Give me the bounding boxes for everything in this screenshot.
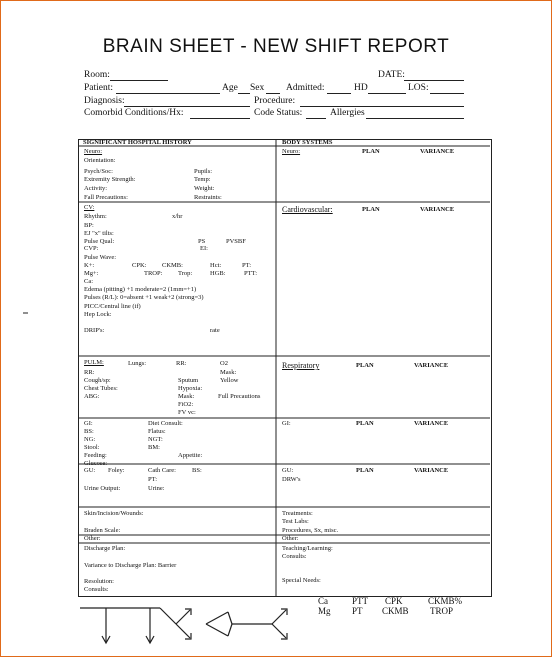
gu-bs-label: BS: bbox=[192, 467, 202, 474]
gi-label: GI: bbox=[84, 420, 93, 427]
gi-system-label: GI: bbox=[282, 420, 291, 427]
hypoxia-label: Hypoxia: bbox=[178, 385, 203, 392]
cough-label: Cough/sp: bbox=[84, 377, 111, 384]
feeding-label: Feeding: bbox=[84, 452, 107, 459]
resp-variance-label: VARIANCE bbox=[414, 362, 449, 369]
code-status-label: Code Status: bbox=[254, 108, 303, 118]
neuro-plan-label: PLAN bbox=[362, 148, 380, 155]
left-consults-label: Consults: bbox=[84, 586, 109, 593]
special-needs-label: Special Needs: bbox=[282, 577, 321, 584]
yellow-label: Yellow bbox=[220, 377, 239, 384]
hospital-history-header: SIGNIFICANT HOSPITAL HISTORY bbox=[83, 139, 192, 146]
cpk-label: CPK: bbox=[132, 262, 147, 269]
full-precautions-label: Full Precautions bbox=[218, 393, 261, 400]
right-other-label: Other: bbox=[282, 535, 299, 542]
picc-label: PICC/Central line (if) bbox=[84, 303, 141, 310]
ei-label: EI: bbox=[200, 245, 208, 252]
page-title: BRAIN SHEET - NEW SHIFT REPORT bbox=[102, 36, 450, 57]
date-label: DATE: bbox=[378, 70, 405, 80]
skin-label: Skin/Incision/Wounds: bbox=[84, 510, 144, 517]
ej-label: EJ "x" tilts: bbox=[84, 230, 114, 237]
gu-label: GU: bbox=[84, 467, 96, 474]
cardiovascular-label: Cardiovascular: bbox=[282, 205, 333, 214]
ptt-label: PTT: bbox=[244, 270, 258, 277]
gi-variance-label: VARIANCE bbox=[414, 420, 449, 427]
procedures-label: Procedures, Sx, misc. bbox=[282, 527, 339, 534]
mask-label: Mask: bbox=[220, 369, 237, 376]
psych-soc-label: Psych/Soc: bbox=[84, 168, 113, 175]
drips-rate: rate bbox=[210, 327, 220, 334]
body-systems-header: BODY SYSTEMS bbox=[282, 139, 333, 146]
k-label: K+: bbox=[84, 262, 95, 269]
fvc-label: FV vc: bbox=[178, 409, 196, 416]
left-other-label: Other: bbox=[84, 535, 101, 542]
foley-label: Foley: bbox=[108, 467, 125, 474]
legend-ckmb: CKMB bbox=[382, 606, 409, 616]
cv-header: CV: bbox=[84, 204, 95, 211]
diagnosis-label: Diagnosis: bbox=[84, 96, 125, 106]
cath-care-label: Cath Care: bbox=[148, 467, 176, 474]
urine-label: Urine: bbox=[148, 485, 165, 492]
cv-variance-label: VARIANCE bbox=[420, 206, 455, 213]
urine-output-label: Urine Output: bbox=[84, 485, 121, 492]
drws-label: DRW's bbox=[282, 476, 301, 483]
trop-label: TROP: bbox=[144, 270, 163, 277]
extremity-strength-label: Extremity Strength: bbox=[84, 176, 136, 183]
activity-label: Activity: bbox=[84, 185, 108, 192]
patient-label: Patient: bbox=[84, 83, 114, 93]
ps-label: PS bbox=[198, 238, 206, 245]
neuro-system-label: Neuro: bbox=[282, 148, 301, 155]
respiratory-label: Respiratory bbox=[282, 361, 320, 370]
rhythm-rate: x/hr bbox=[172, 213, 183, 220]
pvsbf-label: PVSBF bbox=[226, 238, 246, 245]
teaching-label: Teaching/Learning: bbox=[282, 545, 333, 552]
temp-label: Temp: bbox=[194, 176, 211, 183]
pulses-label: Pulses (R/L): 0=absent +1 weak+2 (strong=3) bbox=[84, 294, 204, 301]
legend-pt: PT bbox=[352, 606, 363, 616]
bs-label: BS: bbox=[84, 428, 94, 435]
lungs-label: Lungs: bbox=[128, 360, 147, 367]
admitted-label: Admitted: bbox=[286, 83, 325, 93]
comorbid-label: Comorbid Conditions/Hx: bbox=[84, 108, 184, 118]
chest-tubes-label: Chest Tubes: bbox=[84, 385, 118, 392]
drips-label: DRIP's: bbox=[84, 327, 105, 334]
hct-label: Hct: bbox=[210, 262, 222, 269]
cvp-label: CVP: bbox=[84, 245, 99, 252]
allergies-label: Allergies bbox=[330, 108, 365, 118]
ngt-label: NGT: bbox=[148, 436, 163, 443]
ckmb-label: CKMB: bbox=[162, 262, 183, 269]
orientation-label: Orientation: bbox=[84, 157, 116, 164]
diet-consult-label: Diet Consult: bbox=[148, 420, 183, 427]
sex-label: Sex bbox=[250, 83, 265, 93]
mg-label: Mg+: bbox=[84, 270, 99, 277]
pulse-qual-label: Pulse Qual: bbox=[84, 238, 115, 245]
ca-label: Ca: bbox=[84, 278, 94, 285]
ng-label: NG: bbox=[84, 436, 96, 443]
weight-label: Weight: bbox=[194, 185, 215, 192]
bm-label: BM: bbox=[148, 444, 160, 451]
room-label: Room: bbox=[84, 70, 110, 80]
pt-label: PT: bbox=[242, 262, 252, 269]
rr2-label: RR: bbox=[84, 369, 95, 376]
legend-ckmb-pct: CKMB% bbox=[428, 596, 463, 606]
legend-trop: TROP bbox=[430, 606, 454, 616]
age-label: Age bbox=[222, 83, 238, 93]
treatments-label: Treatments: bbox=[282, 510, 313, 517]
abg-label: ABG: bbox=[84, 393, 100, 400]
restraints-label: Restraints: bbox=[194, 194, 222, 201]
discharge-plan-label: Discharge Plan: bbox=[84, 545, 126, 552]
appetite-label: Appetite: bbox=[178, 452, 203, 459]
right-consults-label: Consults: bbox=[282, 553, 307, 560]
gu-variance-label: VARIANCE bbox=[414, 467, 449, 474]
mask2-label: Mask: bbox=[178, 393, 195, 400]
test-labs-label: Test Labs: bbox=[282, 518, 309, 525]
legend-ca: Ca bbox=[318, 596, 328, 606]
braden-label: Braden Scale: bbox=[84, 527, 121, 534]
hep-lock-label: Hep Lock: bbox=[84, 311, 112, 318]
hgb-label: HGB: bbox=[210, 270, 226, 277]
bp-label: BP: bbox=[84, 222, 94, 229]
stool-label: Stool: bbox=[84, 444, 100, 451]
rhythm-label: Rhythm: bbox=[84, 213, 107, 220]
edema-label: Edema (pitting) +1 moderate=2 (1mm=+1) bbox=[84, 286, 197, 293]
fio2-label: FiO2: bbox=[178, 401, 194, 408]
gu-system-label: GU: bbox=[282, 467, 294, 474]
cv-plan-label: PLAN bbox=[362, 206, 380, 213]
gu-plan-label: PLAN bbox=[356, 467, 374, 474]
resolution-label: Resolution: bbox=[84, 578, 114, 585]
neuro-label: Neuro: bbox=[84, 148, 103, 155]
neuro-variance-label: VARIANCE bbox=[420, 148, 455, 155]
gu-pt-label: PT: bbox=[148, 476, 158, 483]
legend-mg: Mg bbox=[318, 606, 331, 616]
fall-precautions-label: Fall Precautions: bbox=[84, 194, 128, 201]
pulm-header: PULM: bbox=[84, 359, 104, 366]
legend-cpk: CPK bbox=[385, 596, 403, 606]
los-label: LOS: bbox=[408, 83, 429, 93]
resp-plan-label: PLAN bbox=[356, 362, 374, 369]
rr-label: RR: bbox=[176, 360, 187, 367]
hd-label: HD bbox=[354, 83, 368, 93]
o2-label: O2 bbox=[220, 360, 228, 367]
variance-discharge-label: Variance to Discharge Plan: Barrier bbox=[84, 562, 177, 569]
legend-ptt: PTT bbox=[352, 596, 369, 606]
pupils-label: Pupils: bbox=[194, 168, 213, 175]
glucose-label: Glucose: bbox=[84, 460, 108, 467]
procedure-label: Procedure: bbox=[254, 96, 296, 106]
flatus-label: Flatus: bbox=[148, 428, 166, 435]
pulse-wave-label: Pulse Wave: bbox=[84, 254, 117, 261]
gi-plan-label: PLAN bbox=[356, 420, 374, 427]
trop2-label: Trop: bbox=[178, 270, 193, 277]
sputum-label: Sputum bbox=[178, 377, 199, 384]
